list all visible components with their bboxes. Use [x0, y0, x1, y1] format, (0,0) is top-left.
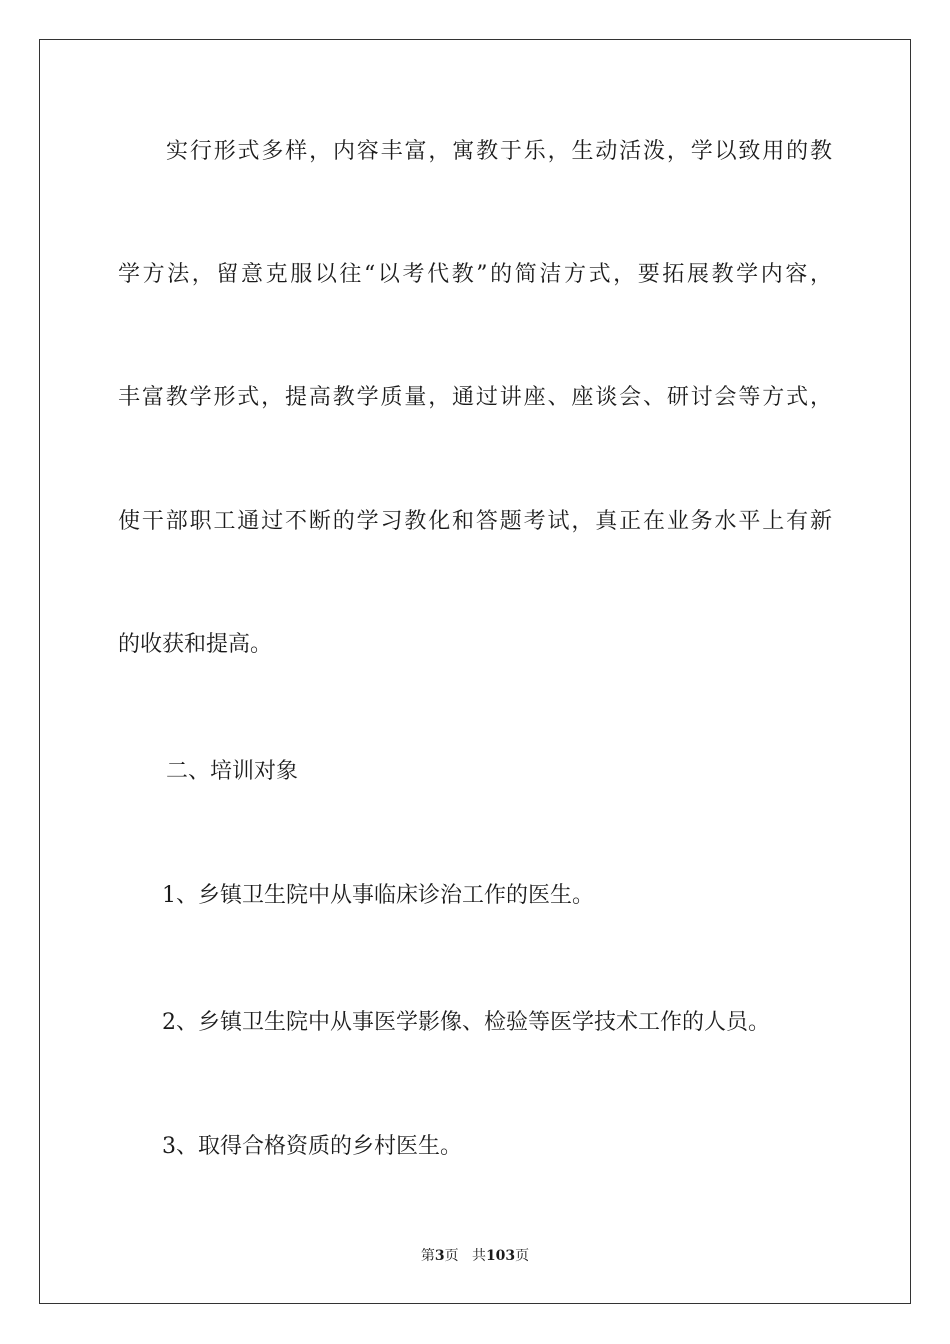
footer-total-suffix: 页 — [515, 1248, 530, 1264]
paragraph-line-5: 的收获和提高。 — [118, 632, 273, 657]
paragraph-line-2: 学方法，留意克服以往“以考代教”的简洁方式，要拓展教学内容， — [118, 262, 832, 287]
section-heading: 二、培训对象 — [166, 759, 299, 784]
list-item: 1、乡镇卫生院中从事临床诊治工作的医生。 — [162, 883, 594, 908]
paragraph-line-3: 丰富教学形式，提高教学质量，通过讲座、座谈会、研讨会等方式， — [118, 385, 832, 410]
list-item: 3、取得合格资质的乡村医生。 — [162, 1134, 462, 1159]
footer-page-prefix: 第 — [420, 1248, 435, 1264]
paragraph-line-4: 使干部职工通过不断的学习教化和答题考试，真正在业务水平上有新 — [118, 509, 832, 534]
list-item: 2、乡镇卫生院中从事医学影像、检验等医学技术工作的人员。 — [162, 1010, 770, 1035]
footer-total-prefix: 共 — [471, 1248, 486, 1264]
page-footer — [0, 1247, 950, 1265]
footer-total-pages: 103 — [485, 1248, 516, 1264]
page-border — [39, 39, 911, 1304]
footer-page-number: 3 — [434, 1248, 445, 1264]
footer-page-suffix: 页 — [444, 1248, 459, 1264]
paragraph-line-1: 实行形式多样，内容丰富，寓教于乐，生动活泼，学以致用的教 — [166, 139, 832, 164]
